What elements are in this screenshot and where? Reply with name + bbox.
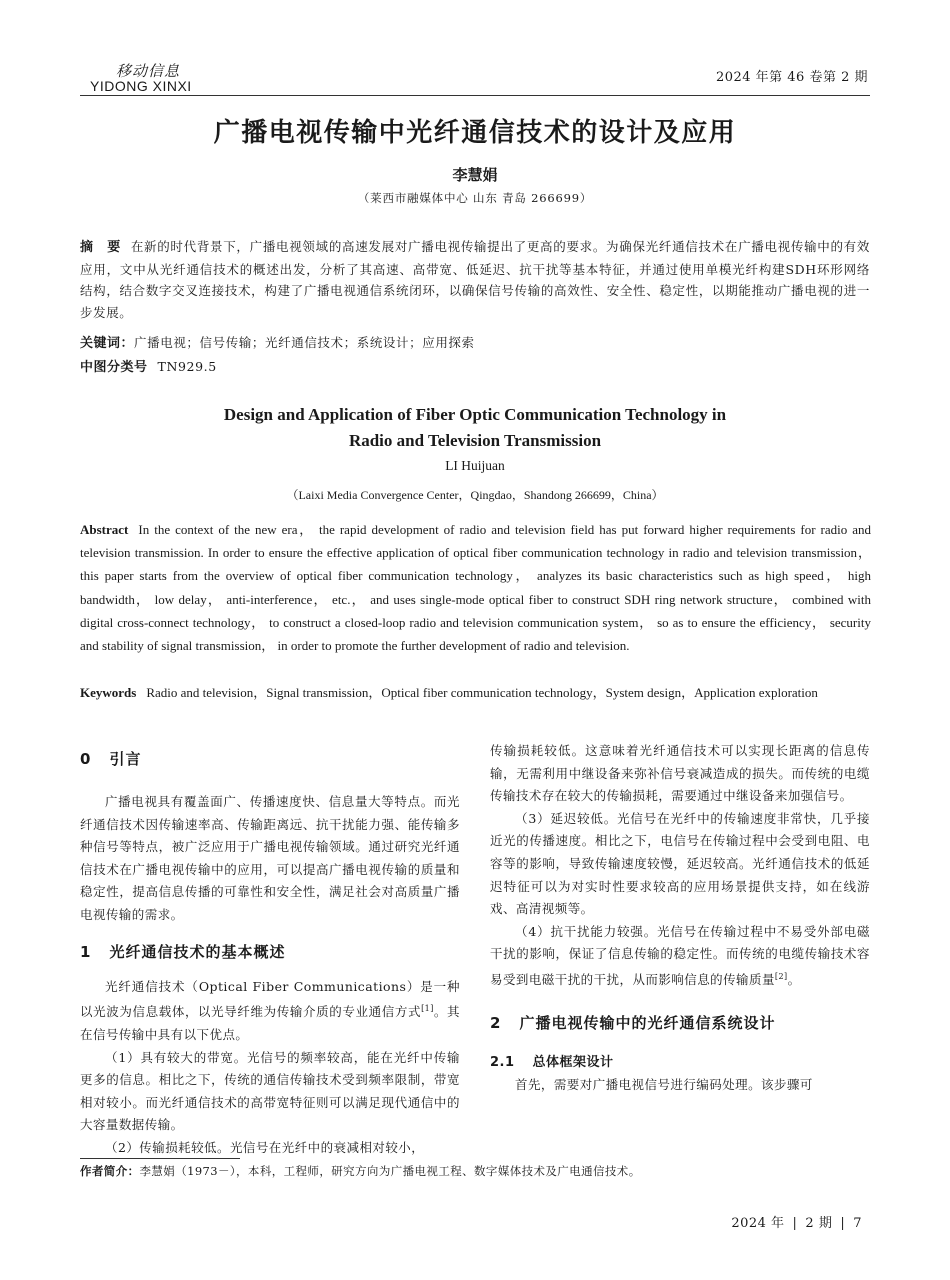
keywords-cn-label: 关键词： <box>80 336 135 351</box>
section-2-number: 2 <box>490 1013 502 1032</box>
paper-title-cn: 广播电视传输中光纤通信技术的设计及应用 <box>213 118 737 148</box>
feature-loss-paragraph-start: （2）传输损耗较低。光信号在光纤中的衰减相对较小， <box>105 1139 425 1155</box>
author-name-en: LI Huijuan <box>445 458 505 473</box>
section-0-title: 引言 <box>109 750 142 768</box>
body-right-column <box>490 743 870 1096</box>
feature-delay-paragraph: （3）延迟较低。光信号在光纤中的传输速度非常快，几乎接近光的传播速度。相比之下，电信号在传输过程中会受到电阻、电容等的影响，导致传输速度较慢，延迟较高。光纤通信技术的低延迟特征可以为对实时性要求较高的应用场景提供支持，如在线游戏、高清视频等。 <box>490 810 870 917</box>
keywords-en-label: Keywords <box>80 685 137 700</box>
journal-name-cn: 移动信息 <box>116 62 181 80</box>
citation-1: [1] <box>421 1004 434 1014</box>
affiliation-cn: （莱西市融媒体中心 山东 青岛 266699） <box>357 191 593 205</box>
citation-2: [2] <box>774 971 788 981</box>
header-divider <box>80 95 870 96</box>
page-footer <box>731 1212 862 1231</box>
abstract-en-text: In the context of the new era， the rapid development of radio and television field has put forward higher requirements for radio and television transmission. In order to ensure the effective application of optical fiber communication technology in radio and television transmission， this paper starts from the overview of optical fiber communication technology， analyzes its basic characteristics such as high speed， high bandwidth， low delay， anti-interference， etc.， and uses single-mode optical fiber to construct SDH ring network structure， combined with digital cross-connect technology， to construct a closed-loop radio and television communication system， so as to ensure the efficiency， security and stability of signal transmission， in order to promote the further development of radio and television. <box>80 522 871 654</box>
author-name-cn: 李慧娟 <box>452 166 498 184</box>
feature-interference-tail: 。 <box>787 972 801 988</box>
keywords-en <box>80 681 871 704</box>
feature-interference-text: （4）抗干扰能力较强。光信号在传输过程中不易受外部电磁干扰的影响，保证了信息传输的稳定性。而传统的电缆传输技术容易受到电磁干扰的干扰，从而影响信息的传输质量 <box>490 923 870 988</box>
paper-title-en-line1: Design and Application of Fiber Optic Communication Technology in <box>223 405 727 424</box>
section-1-paragraph-1-text: 光纤通信技术（Optical Fiber Communications）是一种以光波为信息载体，以光导纤维为传输介质的专业通信方式 <box>80 978 460 1020</box>
feature-interference-paragraph <box>490 921 870 992</box>
footnote-text: 李慧娟（1973－），本科，工程师，研究方向为广播电视工程、数字媒体技术及广电通信技术。 <box>139 1164 641 1178</box>
section-2-1-number: 2.1 <box>490 1054 515 1070</box>
section-1-paragraph-1-tail: 。其在信号传输中具有以下优点。 <box>80 1004 461 1042</box>
footnote-divider <box>80 1158 240 1159</box>
footer-year: 2024 年 <box>731 1216 785 1231</box>
footnote-label: 作者简介： <box>80 1164 140 1178</box>
journal-name-en: YIDONG XINXI <box>90 78 192 94</box>
footer-separator: | <box>792 1216 798 1231</box>
section-2-1-title: 总体框架设计 <box>532 1054 614 1070</box>
abstract-cn-text: 在新的时代背景下，广播电视领域的高速发展对广播电视传输提出了更高的要求。为确保光纤通信技术在广播电视传输中的有效应用，文中从光纤通信技术的概述出发，分析了其高速、高带宽、低延迟、抗干扰等基本特征，并通过使用单模光纤构建SDH环形网络结构，结合数字交叉连接技术，构建了广播电视通信系统闭环，以确保信号传输的高效性、安全性、稳定性，以期能推动广播电视的进一步发展。 <box>80 239 870 320</box>
paper-title-en-line2: Radio and Television Transmission <box>348 431 602 450</box>
intro-paragraph: 广播电视具有覆盖面广、传播速度快、信息量大等特点。而光纤通信技术因传输速率高、传输距离远、抗干扰能力强、能传输多种信号等特点，被广泛应用于广播电视传输领域。通过研究光纤通信技术在广播电视传输中的应用，可以提高广播电视传输的质量和稳定性，提高信息传播的可靠性和安全性，满足社会对高质量广播电视传输的需求。 <box>80 794 460 922</box>
page-number: 7 <box>853 1216 862 1231</box>
paper-title-en <box>0 402 950 454</box>
author-bio-footnote <box>80 1163 641 1179</box>
footer-separator: | <box>840 1216 846 1231</box>
footer-issue: 2 期 <box>805 1216 833 1231</box>
section-2-1-heading <box>490 1051 870 1070</box>
section-2-title: 广播电视传输中的光纤通信系统设计 <box>519 1013 776 1032</box>
section-1-heading <box>80 941 460 962</box>
abstract-en-label: Abstract <box>80 522 129 537</box>
abstract-cn <box>80 236 870 323</box>
keywords-cn <box>80 332 870 355</box>
abstract-cn-label: 摘 要 <box>80 240 121 255</box>
section-1-paragraph-1 <box>80 976 460 1047</box>
clc-value: TN929.5 <box>157 359 217 374</box>
keywords-cn-text: 广播电视；信号传输；光纤通信技术；系统设计；应用探索 <box>134 335 475 350</box>
abstract-en <box>80 518 871 657</box>
clc-label: 中图分类号 <box>80 360 148 375</box>
issue-info: 2024 年第 46 卷第 2 期 <box>715 70 868 85</box>
section-0-heading <box>80 748 460 769</box>
affiliation-en: （Laixi Media Convergence Center，Qingdao，Shandong 266699，China） <box>286 488 664 502</box>
feature-loss-paragraph-continued: 传输损耗较低。这意味着光纤通信技术可以实现长距离的信息传输，无需利用中继设备来弥补信号衰减造成的损失。而传统的电缆传输技术存在较大的传输损耗，需要通过中继设备来加强信号。 <box>490 743 870 804</box>
classification-number <box>80 356 870 379</box>
section-2-1-paragraph: 首先，需要对广播电视信号进行编码处理。该步骤可 <box>515 1076 813 1092</box>
section-2-heading <box>490 1012 870 1033</box>
keywords-en-text: Radio and television，Signal transmission，Optical fiber communication technology，System design，Application exploration <box>146 685 818 700</box>
section-1-title: 光纤通信技术的基本概述 <box>109 942 286 961</box>
body-left-column <box>80 748 460 1159</box>
section-0-number: 0 <box>80 750 92 768</box>
section-1-number: 1 <box>80 942 92 961</box>
feature-bandwidth-paragraph: （1）具有较大的带宽。光信号的频率较高，能在光纤中传输更多的信息。相比之下，传统的通信传输技术受到频率限制，带宽相对较小。而光纤通信技术的高带宽特征则可以满足现代通信中的大容量数据传输。 <box>80 1049 460 1133</box>
